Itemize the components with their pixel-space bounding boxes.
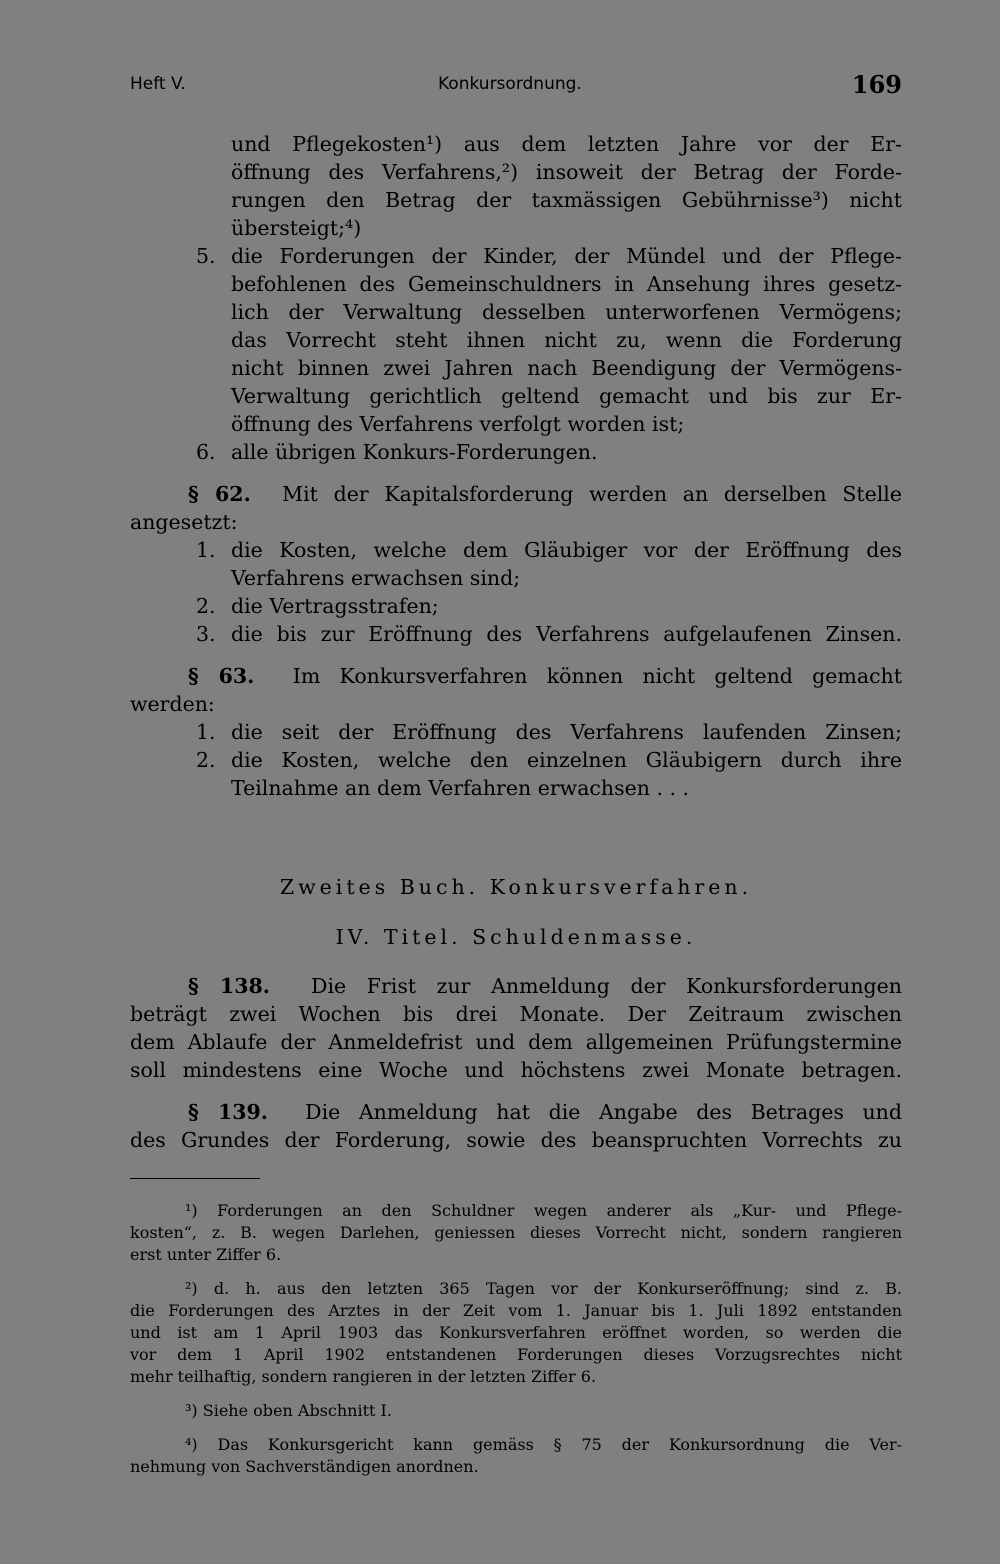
text-line: Verfahrens erwachsen sind;	[231, 566, 521, 590]
text-span: Die Frist zur Anmeldung der Konkursforderungen	[311, 974, 902, 998]
text-line: werden:	[130, 692, 215, 716]
text-line: die Kosten, welche dem Gläubiger vor der Eröffnung des	[231, 538, 902, 562]
footnote-line: vor dem 1 April 1902 entstandenen Forderungen dieses Vorzugsrechtes nicht	[130, 1345, 902, 1364]
text-line: Teilnahme an dem Verfahren erwachsen . . .	[231, 776, 690, 800]
text-line: befohlenen des Gemeinschuldners in Ansehung ihres gesetz-	[231, 272, 902, 296]
running-header	[130, 70, 902, 104]
text-line: die Forderungen der Kinder, der Mündel und der Pflege-	[231, 244, 902, 268]
item-number: 2.	[196, 748, 216, 772]
list-item	[130, 746, 902, 802]
text-span: Die Anmeldung hat die Angabe des Betrages und	[305, 1100, 902, 1124]
text-span: Im Konkursverfahren können nicht geltend gemacht	[292, 664, 902, 688]
item-number: 6.	[196, 440, 216, 464]
item-number: 3.	[196, 622, 216, 646]
book-heading: Zweites Buch. Konkursverfahren.	[279, 875, 753, 899]
footnote-line: erst unter Ziffer 6.	[130, 1245, 282, 1264]
text-line: die Vertragsstrafen;	[231, 594, 439, 618]
footnote-line: ⁴) Das Konkursgericht kann gemäss § 75 der Konkursordnung die Ver-	[185, 1435, 902, 1454]
main-text-top	[130, 130, 902, 802]
text-line: alle übrigen Konkurs-Forderungen.	[231, 440, 598, 464]
text-line: angesetzt:	[130, 510, 238, 534]
item-number: 1.	[196, 538, 216, 562]
main-text-bottom	[130, 972, 902, 1154]
section-mark-63: § 63.	[188, 664, 255, 688]
text-line: das Vorrecht steht ihnen nicht zu, wenn die Forderung	[231, 328, 902, 352]
footnote-line: ¹) Forderungen an den Schuldner wegen anderer als „Kur- und Pflege-	[185, 1201, 902, 1220]
footnote-line: nehmung von Sachverständigen anordnen.	[130, 1457, 479, 1476]
paragraph-62	[130, 480, 902, 508]
text-line: öffnung des Verfahrens verfolgt worden ist;	[231, 412, 685, 436]
list-item	[130, 438, 902, 466]
paragraph-138	[130, 972, 902, 1000]
list-item	[130, 718, 902, 746]
header-volume: Heft V.	[130, 74, 186, 94]
paragraph-139	[130, 1098, 902, 1126]
section-mark-139: § 139.	[188, 1100, 268, 1124]
section-mark-138: § 138.	[188, 974, 270, 998]
list-item	[130, 620, 902, 648]
paragraph-63	[130, 662, 902, 690]
text-span: Mit der Kapitalsforderung werden an derselben Stelle	[282, 482, 902, 506]
page-number: 169	[851, 70, 902, 99]
footnote-line: kosten“, z. B. wegen Darlehen, geniessen dieses Vorrecht nicht, sondern rangieren	[130, 1223, 902, 1242]
footnote-line: mehr teilhaftig, sondern rangieren in der letzten Ziffer 6.	[130, 1367, 597, 1386]
text-line: dem Ablaufe der Anmeldefrist und dem allgemeinen Prüfungstermine	[130, 1030, 902, 1054]
title-heading: IV. Titel. Schuldenmasse.	[335, 925, 697, 949]
text-line: soll mindestens eine Woche und höchstens zwei Monate betragen.	[130, 1058, 902, 1082]
footnote-line: ³) Siehe oben Abschnitt I.	[185, 1401, 392, 1420]
text-line: die Kosten, welche den einzelnen Gläubigern durch ihre	[231, 748, 902, 772]
list-item	[130, 592, 902, 620]
list-item	[130, 242, 902, 438]
text-line: lich der Verwaltung desselben unterworfenen Vermögens;	[231, 300, 902, 324]
item-number: 5.	[196, 244, 216, 268]
text-line: beträgt zwei Wochen bis drei Monate. Der Zeitraum zwischen	[130, 1002, 902, 1026]
footnote-line: und ist am 1 April 1903 das Konkursverfahren eröffnet worden, so werden die	[130, 1323, 902, 1342]
text-line: öffnung des Verfahrens,²) insoweit der Betrag der Forde-	[231, 160, 902, 184]
text-line: Verwaltung gerichtlich geltend gemacht und bis zur Er-	[231, 384, 902, 408]
text-line: und Pflegekosten¹) aus dem letzten Jahre vor der Er-	[231, 132, 902, 156]
header-title: Konkursordnung.	[438, 74, 582, 94]
footnote-rule	[130, 1178, 260, 1179]
text-line: die bis zur Eröffnung des Verfahrens aufgelaufenen Zinsen.	[231, 622, 902, 646]
text-line: des Grundes der Forderung, sowie des beanspruchten Vorrechts zu	[130, 1128, 902, 1152]
text-line: nicht binnen zwei Jahren nach Beendigung der Vermögens-	[231, 356, 902, 380]
item-number: 2.	[196, 594, 216, 618]
item-number: 1.	[196, 720, 216, 744]
text-line: rungen den Betrag der taxmässigen Gebührnisse³) nicht	[231, 188, 902, 212]
footnote-line: die Forderungen des Arztes in der Zeit vom 1. Januar bis 1. Juli 1892 entstanden	[130, 1301, 902, 1320]
text-line: übersteigt;⁴)	[231, 216, 362, 240]
section-mark-62: § 62.	[188, 482, 251, 506]
footnotes	[130, 1200, 902, 1478]
list-item	[130, 536, 902, 592]
text-line: die seit der Eröffnung des Verfahrens laufenden Zinsen;	[231, 720, 902, 744]
footnote-line: ²) d. h. aus den letzten 365 Tagen vor der Konkurseröffnung; sind z. B.	[185, 1279, 902, 1298]
